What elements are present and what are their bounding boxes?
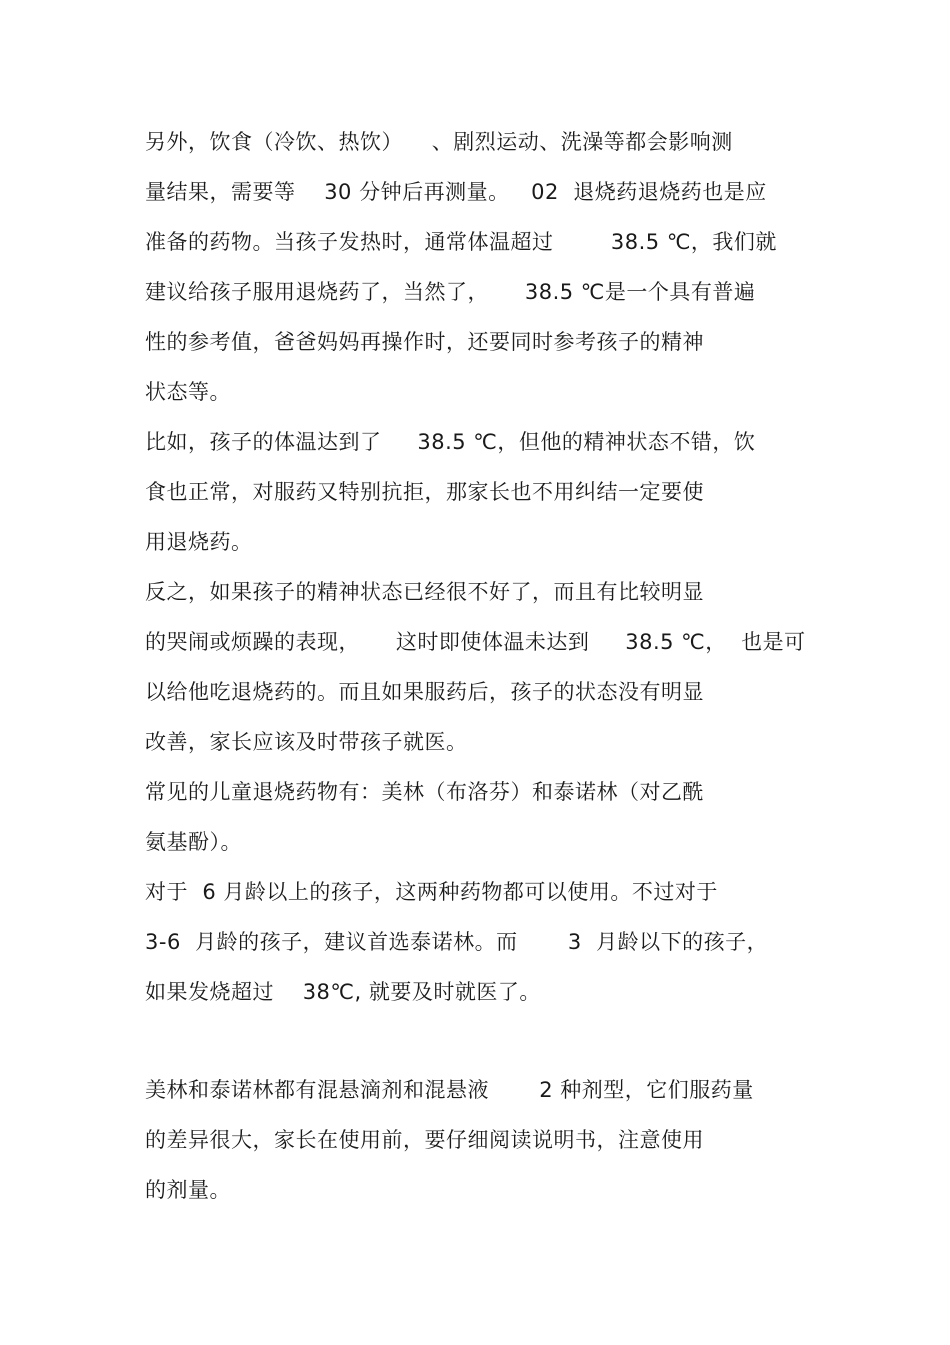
text-line: 食也正常，对服药又特别抗拒，那家长也不用纠结一定要使	[145, 480, 704, 504]
text-line: 的差异很大，家长在使用前，要仔细阅读说明书，注意使用	[145, 1128, 704, 1152]
text-line: 建议给孩子服用退烧药了，当然了， 38.5 ℃是一个具有普遍	[145, 280, 756, 304]
text-line: 以给他吃退烧药的。而且如果服药后，孩子的状态没有明显	[145, 680, 704, 704]
text-line: 性的参考值，爸爸妈妈再操作时，还要同时参考孩子的精神	[145, 330, 704, 354]
text-line: 准备的药物。当孩子发热时，通常体温超过 38.5 ℃，我们就	[145, 230, 777, 254]
text-line: 另外，饮食（冷饮、热饮） 、剧烈运动、洗澡等都会影响测	[145, 130, 733, 154]
text-line: 3-6 月龄的孩子，建议首选泰诺林。而 3 月龄以下的孩子，	[145, 930, 769, 954]
text-line: 氨基酚）。	[145, 830, 242, 854]
text-line: 用退烧药。	[145, 530, 253, 554]
text-line: 如果发烧超过 38℃, 就要及时就医了。	[145, 980, 541, 1004]
text-line: 美林和泰诺林都有混悬滴剂和混悬液 2 种剂型，它们服药量	[145, 1078, 754, 1102]
text-line: 对于 6 月龄以上的孩子，这两种药物都可以使用。不过对于	[145, 880, 718, 904]
text-line: 反之，如果孩子的精神状态已经很不好了，而且有比较明显	[145, 580, 704, 604]
text-line: 的哭闹或烦躁的表现， 这时即使体温未达到 38.5 ℃， 也是可	[145, 630, 806, 654]
text-line: 量结果，需要等 30 分钟后再测量。 02 退烧药退烧药也是应	[145, 180, 767, 204]
text-line: 的剂量。	[145, 1178, 231, 1202]
text-line: 常见的儿童退烧药物有：美林（布洛芬）和泰诺林（对乙酰	[145, 780, 704, 804]
text-line: 状态等。	[145, 380, 231, 404]
text-line: 比如，孩子的体温达到了 38.5 ℃，但他的精神状态不错，饮	[145, 430, 756, 454]
text-line: 改善，家长应该及时带孩子就医。	[145, 730, 468, 754]
